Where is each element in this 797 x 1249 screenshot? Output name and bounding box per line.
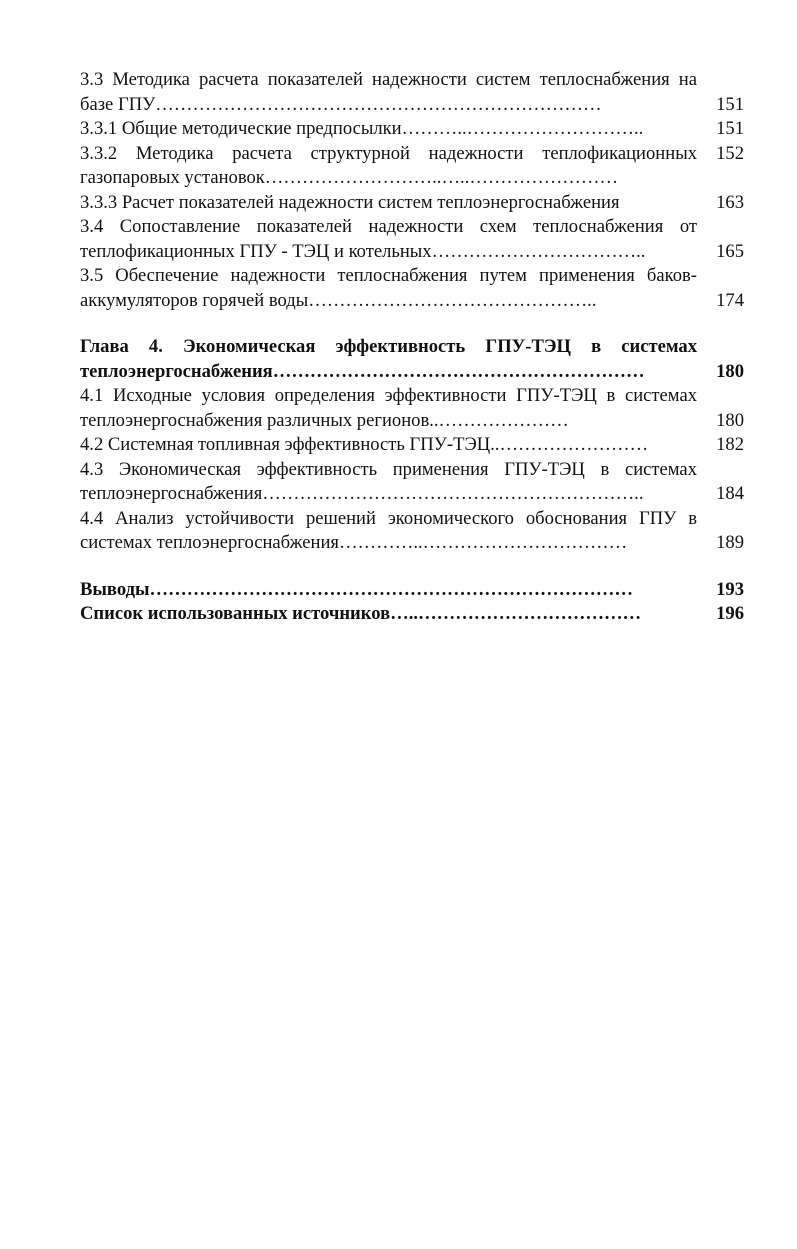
toc-entry-title: 3.3.1 Общие методические предпосылки………..………………………..: [80, 118, 644, 139]
toc-entry-page: 196: [716, 603, 744, 624]
toc-entry-title: 4.1 Исходные условия определения эффективности ГПУ-ТЭЦ в системах теплоэнергоснабжения различных регионов..…………………: [80, 385, 697, 431]
toc-entry-3-3-1: [80, 117, 744, 142]
toc-entry-references: [80, 602, 744, 627]
toc-entry-title: Выводы……………………………………………………………………: [80, 578, 633, 600]
toc-entry-3-3-3: [80, 191, 744, 216]
section-gap: [80, 313, 744, 335]
toc-entry-page: 180: [716, 409, 744, 431]
toc-entry-title: 3.3.3 Расчет показателей надежности систем теплоэнергоснабжения: [80, 191, 620, 213]
toc-entry-chapter-4: [80, 335, 744, 384]
toc-entry-3-3-2: [80, 142, 744, 191]
toc-entry-4-2: [80, 433, 744, 458]
toc-entry-page: 165: [716, 240, 744, 262]
toc-entry-page: 163: [716, 191, 744, 213]
toc-entry-page: 189: [716, 532, 744, 553]
toc-entry-page: 182: [716, 434, 744, 455]
toc-entry-title: Список использованных источников…..………………………………: [80, 603, 642, 624]
toc-entry-page: 151: [716, 118, 744, 139]
toc-entry-page: 174: [716, 289, 744, 311]
toc-entry-page: 193: [716, 578, 744, 600]
toc-entry-title: 4.2 Системная топливная эффективность ГПУ-ТЭЦ..……………………: [80, 434, 649, 455]
toc-entry-4-4: [80, 507, 744, 556]
toc-entry-3-5: [80, 264, 744, 313]
toc-entry-title: Глава 4. Экономическая эффективность ГПУ-ТЭЦ в системах теплоэнергоснабжения……………………………………………………: [80, 336, 697, 382]
toc-entry-page: 151: [716, 93, 744, 115]
toc-entry-title: 3.4 Сопоставление показателей надежности схем теплоснабжения от теплофикационных ГПУ - ТЭЦ и котельных……………………………..: [80, 216, 697, 262]
section-gap: [80, 556, 744, 578]
toc-entry-4-3: [80, 458, 744, 507]
toc-entry-page: 184: [716, 483, 744, 504]
toc-entry-title: 4.4 Анализ устойчивости решений экономического обоснования ГПУ в системах теплоэнергоснабжения…………..……………………………: [80, 507, 697, 553]
toc-entry-3-4: [80, 215, 744, 264]
toc-entry-conclusions: [80, 578, 744, 603]
toc-entry-title: 4.3 Экономическая эффективность применения ГПУ-ТЭЦ в системах теплоэнергоснабжения……………………………………………………..: [80, 458, 697, 504]
table-of-contents: [80, 68, 744, 627]
toc-entry-page: 180: [716, 360, 744, 382]
toc-entry-4-1: [80, 384, 744, 433]
toc-entry-title: 3.5 Обеспечение надежности теплоснабжения путем применения баков-аккумуляторов горячей воды………………………………………..: [80, 265, 697, 311]
toc-entry-page: 152: [716, 142, 744, 164]
toc-entry-title: 3.3 Методика расчета показателей надежности систем теплоснабжения на базе ГПУ………………………………………………………………: [80, 69, 697, 115]
toc-entry-title: 3.3.2 Методика расчета структурной надежности теплофикационных газопаровых установок………………………..…..……………………: [80, 142, 697, 188]
toc-entry-3-3: [80, 68, 744, 117]
